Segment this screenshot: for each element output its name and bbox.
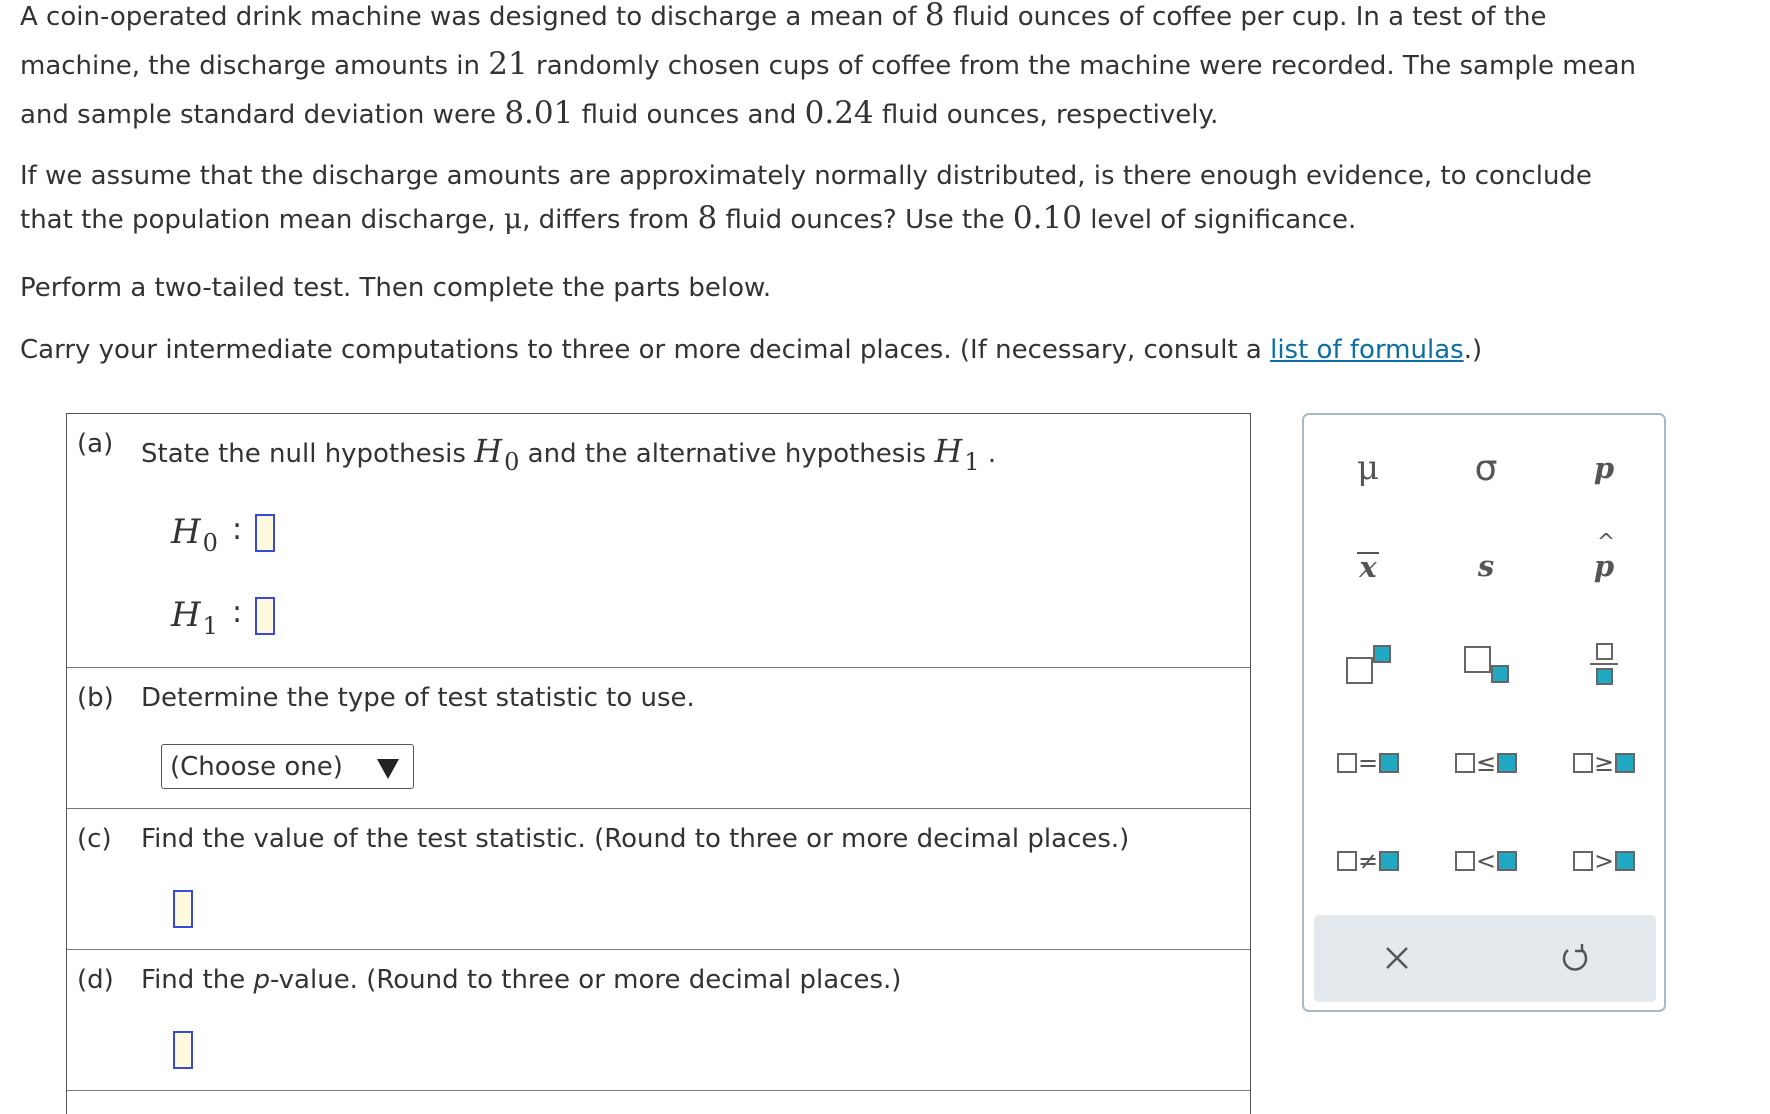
palette-p-button[interactable]: p — [1593, 451, 1615, 485]
part-c-label: (c) — [77, 824, 112, 854]
part-c-prompt: Find the value of the test statistic. (Round to three or more decimal places.) — [141, 824, 1130, 854]
dropdown-arrow-icon — [377, 759, 399, 779]
greater-equal-template-icon[interactable]: ≥ — [1554, 728, 1654, 798]
alt-hypothesis-label: $H_1$ — [171, 595, 218, 640]
question-table — [66, 413, 1251, 1114]
null-hypothesis-input[interactable] — [255, 514, 275, 552]
part-a: (a) State the null hypothesis $H_0$ and the alternative hypothesis $H_1$ . $H_0$ : $H_1$ : — [67, 414, 1250, 668]
test-statistic-input[interactable] — [173, 890, 193, 928]
p-value-input[interactable] — [173, 1031, 193, 1069]
clear-button[interactable] — [1347, 923, 1447, 993]
not-equal-template-icon[interactable]: ≠ — [1318, 826, 1418, 896]
superscript-template-icon[interactable] — [1318, 629, 1418, 699]
palette-sigma-button[interactable]: σ — [1474, 447, 1498, 489]
part-d-label: (d) — [77, 965, 114, 995]
sample-size: 21 — [488, 46, 528, 82]
problem-paragraph-3: Perform a two-tailed test. Then complete the parts below. — [20, 273, 772, 303]
palette-xbar-button[interactable]: x — [1359, 550, 1377, 584]
part-a-prompt: State the null hypothesis $H_0$ and the alternative hypothesis $H_1$ . — [141, 432, 997, 476]
null-hypothesis-label: $H_0$ — [171, 512, 218, 557]
alt-hypothesis-input[interactable] — [255, 597, 275, 635]
part-b-label: (b) — [77, 683, 114, 713]
problem-paragraph-2: If we assume that the discharge amounts are approximately normally distributed, is there enough evidence, to conclude that the population mean discharge, μ, differs from 8 fluid ounces? Use the 0.10 level of significance. — [20, 161, 1592, 236]
equals-template-icon[interactable]: = — [1318, 728, 1418, 798]
test-statistic-select[interactable]: (Choose one) — [161, 744, 414, 789]
significance-level: 0.10 — [1012, 200, 1082, 236]
palette-s-button[interactable]: s — [1477, 549, 1495, 583]
greater-than-template-icon[interactable]: > — [1554, 826, 1654, 896]
palette-phat-button[interactable]: ^ p — [1593, 530, 1616, 583]
undo-button[interactable] — [1525, 923, 1625, 993]
palette-actions — [1314, 915, 1656, 1002]
mean-value: 8 — [924, 0, 945, 33]
sample-mean: 8.01 — [504, 95, 574, 131]
palette-mu-button[interactable]: μ — [1356, 448, 1380, 488]
part-a-label: (a) — [77, 429, 114, 459]
less-than-template-icon[interactable]: < — [1436, 826, 1536, 896]
sample-sd: 0.24 — [804, 95, 874, 131]
fraction-template-icon[interactable] — [1554, 629, 1654, 699]
subscript-template-icon[interactable] — [1436, 629, 1536, 699]
part-d — [67, 949, 1250, 1091]
undo-icon — [1559, 942, 1591, 974]
symbol-palette — [1302, 413, 1666, 1012]
part-b — [67, 667, 1250, 809]
less-equal-template-icon[interactable]: ≤ — [1436, 728, 1536, 798]
part-b-prompt: Determine the type of test statistic to use. — [141, 683, 695, 713]
problem-paragraph-4: Carry your intermediate computations to three or more decimal places. (If necessary, consult a list of formulas.) — [20, 335, 1483, 365]
problem-paragraph-1: A coin-operated drink machine was designed to discharge a mean of 8 fluid ounces of coffee per cup. In a test of the machine, the discharge amounts in 21 randomly chosen cups of coffee from the machine were recorded. The sample mean and sample standard deviation were 8.01 fluid ounces and 0.24 fluid ounces, respectively. — [20, 0, 1636, 139]
part-c — [67, 808, 1250, 950]
part-d-prompt: Find the p-value. (Round to three or more decimal places.) — [141, 965, 902, 995]
close-icon — [1383, 944, 1411, 972]
list-of-formulas-link[interactable]: list of formulas — [1270, 335, 1464, 365]
